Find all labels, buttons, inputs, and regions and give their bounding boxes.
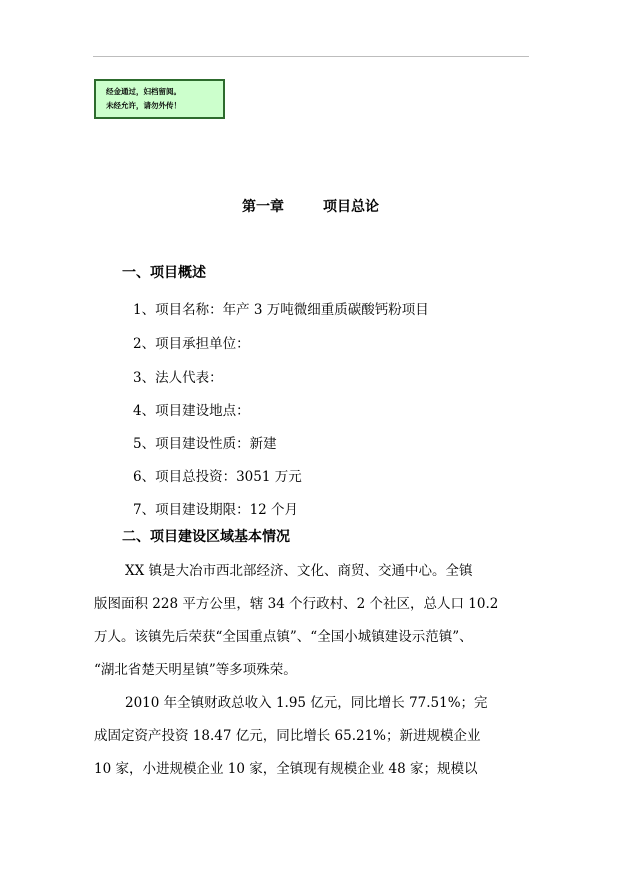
paragraph-line: 2010 年全镇财政总收入 1.95 亿元，同比增长 77.51%；完 [125,695,488,711]
overview-item-construction-site: 4、项目建设地点： [133,403,250,419]
notice-line-1: 经金通过，妇档留阅。 [106,87,181,96]
section-heading-region: 二、项目建设区域基本情况 [122,529,290,545]
overview-item-total-investment: 6、项目总投资：3051 万元 [133,469,302,485]
overview-item-construction-period: 7、项目建设期限：12 个月 [133,502,299,518]
section-heading-overview: 一、项目概述 [122,265,206,281]
overview-item-undertaking-unit: 2、项目承担单位： [133,336,250,352]
paragraph-line: 版图面积 228 平方公里，辖 34 个行政村、2 个社区，总人口 10.2 [94,596,499,612]
paragraph-line: “湖北省楚天明星镇”等多项殊荣。 [94,662,297,678]
header-rule [93,56,529,57]
overview-item-legal-representative: 3、法人代表： [133,370,223,386]
paragraph-line: XX 镇是大冶市西北部经济、文化、商贸、交通中心。全镇 [125,563,473,579]
confidential-notice-box [94,79,225,119]
notice-line-2: 未经允许，请勿外传！ [106,101,181,110]
overview-item-project-name: 1、项目名称：年产 3 万吨微细重质碳酸钙粉项目 [133,302,429,318]
paragraph-line: 万人。该镇先后荣获“全国重点镇”、“全国小城镇建设示范镇”、 [94,629,473,645]
paragraph-line: 10 家，小进规模企业 10 家，全镇现有规模企业 48 家；规模以 [94,761,478,777]
paragraph-line: 成固定资产投资 18.47 亿元，同比增长 65.21%；新进规模企业 [94,728,481,744]
chapter-title: 第一章 项目总论 [242,199,379,215]
overview-item-construction-nature: 5、项目建设性质：新建 [133,436,277,452]
